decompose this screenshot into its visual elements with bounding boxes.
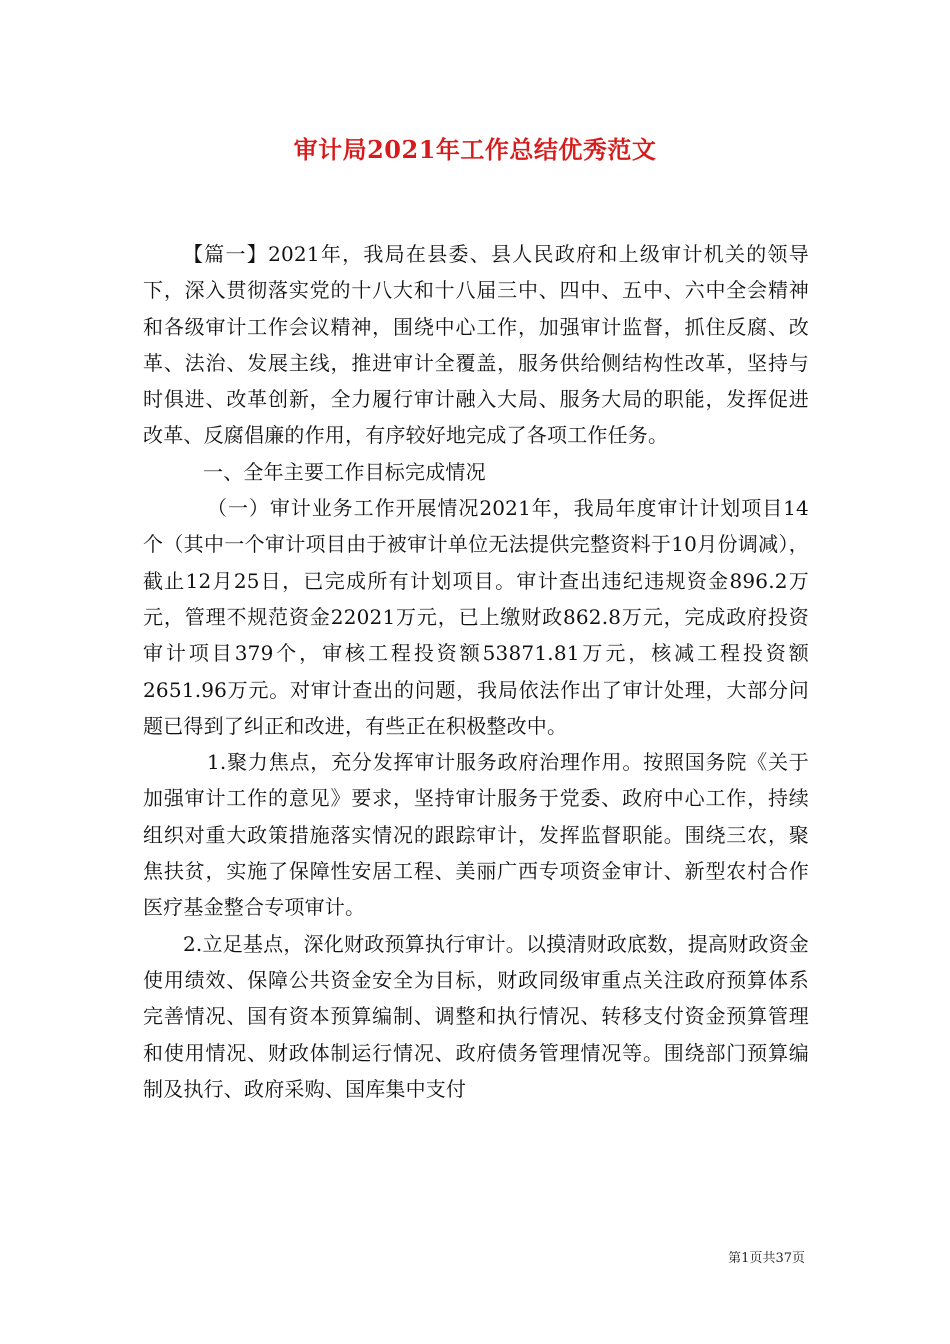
document-title: 审计局2021年工作总结优秀范文 — [293, 135, 657, 164]
page-number: 第1页共37页 — [728, 1251, 805, 1266]
section-heading: 一、全年主要工作目标完成情况 — [203, 459, 486, 484]
paragraph-point-1: 1.聚力焦点，充分发挥审计服务政府治理作用。按照国务院《关于加强审计工作的意见》要求，坚持审计服务于党委、政府中心工作，持续组织对重大政策措施落实情况的跟踪审计，发挥监督职能。围绕三农，聚焦扶贫，实施了保障性安居工程、美丽广西专项资金审计、新型农村合作医疗基金整合专项审计。 — [143, 750, 809, 920]
paragraph-intro: 【篇一】2021年，我局在县委、县人民政府和上级审计机关的领导下，深入贯彻落实党的十八大和十八届三中、四中、五中、六中全会精神和各级审计工作会议精神，围绕中心工作，加强审计监督，抓住反腐、改革、法治、发展主线，推进审计全覆盖，服务供给侧结构性改革，坚持与时俱进、改革创新，全力履行审计融入大局、服务大局的职能，发挥促进改革、反腐倡廉的作用，有序较好地完成了各项工作任务。 — [143, 242, 809, 448]
paragraph-point-2: 2.立足基点，深化财政预算执行审计。以摸清财政底数，提高财政资金使用绩效、保障公共资金安全为目标，财政同级审重点关注政府预算体系完善情况、国有资本预算编制、调整和执行情况、转移支付资金预算管理和使用情况、财政体制运行情况、政府债务管理情况等。围绕部门预算编制及执行、政府采购、国库集中支付 — [143, 931, 809, 1101]
document-body — [143, 236, 809, 1107]
paragraph-audit-summary: （一）审计业务工作开展情况2021年，我局年度审计计划项目14个（其中一个审计项目由于被审计单位无法提供完整资料于10月份调减），截止12月25日，已完成所有计划项目。审计查出违纪违规资金896.2万元，管理不规范资金22021万元，已上缴财政862.8万元，完成政府投资审计项目379个，审核工程投资额53871.81万元，核减工程投资额2651.96万元。对审计查出的问题，我局依法作出了审计处理，大部分问题已得到了纠正和改进，有些正在积极整改中。 — [143, 496, 809, 738]
